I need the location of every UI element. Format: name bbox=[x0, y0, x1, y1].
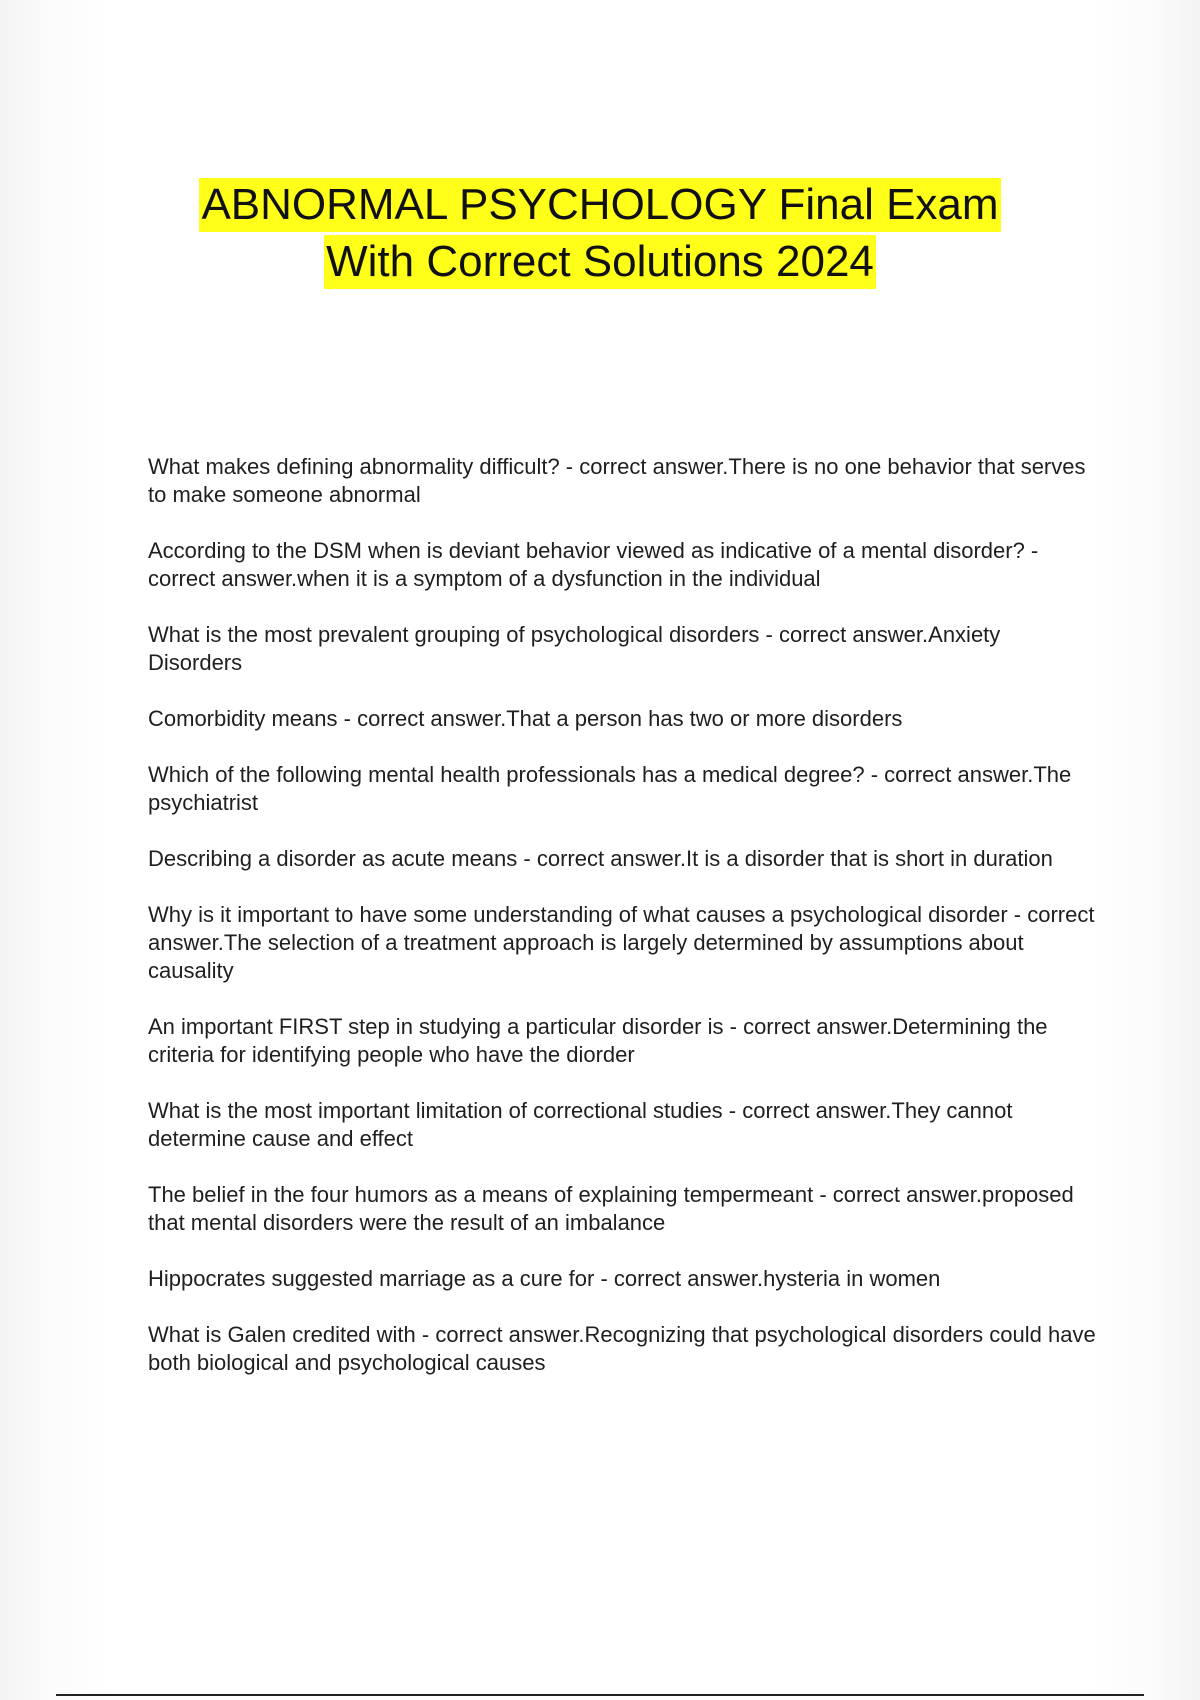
answer-text: Recognizing that psychological disorders could have both biological and psychological causes bbox=[148, 1322, 1096, 1375]
answer-text: Anxiety Disorders bbox=[148, 622, 1001, 675]
question-text: Why is it important to have some understanding of what causes a psychological disorder - correct answer. bbox=[148, 902, 1095, 955]
qa-item bbox=[148, 1181, 1098, 1237]
qa-item bbox=[148, 1265, 1098, 1293]
question-text: Comorbidity means - correct answer. bbox=[148, 706, 507, 731]
question-text: Which of the following mental health professionals has a medical degree? - correct answer. bbox=[148, 762, 1034, 787]
question-text: An important FIRST step in studying a particular disorder is - correct answer. bbox=[148, 1014, 893, 1039]
qa-item bbox=[148, 901, 1098, 985]
qa-list bbox=[148, 453, 1098, 1405]
qa-item bbox=[148, 845, 1098, 873]
answer-text: They cannot determine cause and effect bbox=[148, 1098, 1013, 1151]
qa-item bbox=[148, 537, 1098, 593]
page-title bbox=[0, 178, 1200, 292]
question-text: What is the most prevalent grouping of psychological disorders - correct answer. bbox=[148, 622, 929, 647]
qa-item bbox=[148, 1013, 1098, 1069]
answer-text: There is no one behavior that serves to make someone abnormal bbox=[148, 454, 1086, 507]
title-line-1: ABNORMAL PSYCHOLOGY Final Exam bbox=[199, 178, 1000, 232]
question-text: According to the DSM when is deviant behavior viewed as indicative of a mental disorder? - correct answer. bbox=[148, 538, 1039, 591]
page-bottom-rule bbox=[56, 1694, 1144, 1696]
question-text: The belief in the four humors as a means of explaining tempermeant - correct answer. bbox=[148, 1182, 982, 1207]
question-text: What makes defining abnormality difficult? - correct answer. bbox=[148, 454, 729, 479]
qa-item bbox=[148, 705, 1098, 733]
question-text: What is the most important limitation of correctional studies - correct answer. bbox=[148, 1098, 892, 1123]
question-text: Hippocrates suggested marriage as a cure for - correct answer. bbox=[148, 1266, 764, 1291]
answer-text: when it is a symptom of a dysfunction in the individual bbox=[297, 566, 821, 591]
answer-text: The selection of a treatment approach is largely determined by assumptions about causality bbox=[148, 930, 1024, 983]
answer-text: That a person has two or more disorders bbox=[506, 706, 903, 731]
question-text: Describing a disorder as acute means - correct answer. bbox=[148, 846, 687, 871]
qa-item bbox=[148, 1321, 1098, 1377]
qa-item bbox=[148, 453, 1098, 509]
answer-text: It is a disorder that is short in duration bbox=[686, 846, 1053, 871]
qa-item bbox=[148, 621, 1098, 677]
question-text: What is Galen credited with - correct answer. bbox=[148, 1322, 585, 1347]
qa-item bbox=[148, 1097, 1098, 1153]
answer-text: The psychiatrist bbox=[148, 762, 1072, 815]
answer-text: Determining the criteria for identifying people who have the diorder bbox=[148, 1014, 1048, 1067]
title-line-2: With Correct Solutions 2024 bbox=[324, 235, 876, 289]
qa-item bbox=[148, 761, 1098, 817]
answer-text: proposed that mental disorders were the result of an imbalance bbox=[148, 1182, 1074, 1235]
answer-text: hysteria in women bbox=[763, 1266, 941, 1291]
